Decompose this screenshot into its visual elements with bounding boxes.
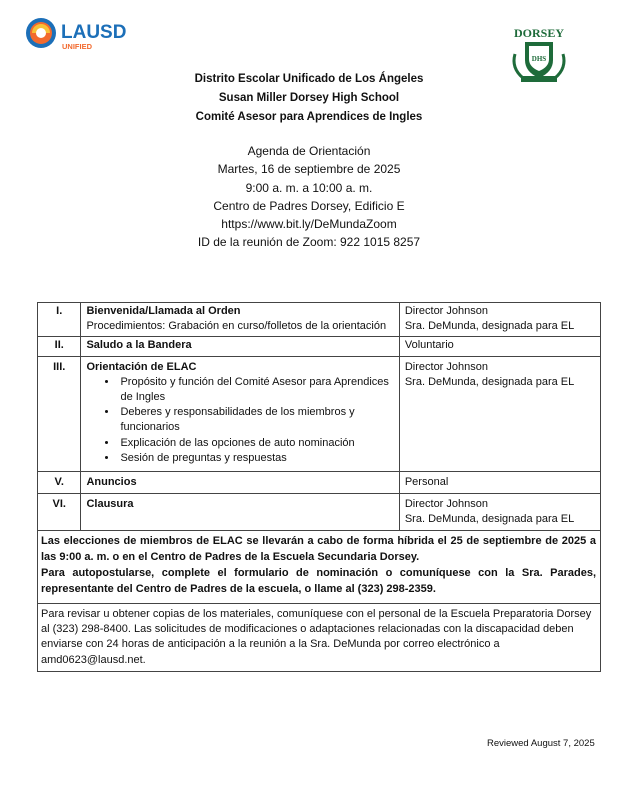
agenda-number: V. <box>38 472 81 494</box>
district-name: Distrito Escolar Unificado de Los Ángeles <box>194 73 424 85</box>
agenda-row <box>38 303 601 337</box>
elections-note-row <box>38 530 601 603</box>
agenda-bullet-list <box>86 375 393 466</box>
zoom-meeting-id: ID de la reunión de Zoom: 922 1015 8257 <box>197 235 421 250</box>
elections-note <box>38 530 601 603</box>
agenda-bullet: • Deberes y responsabilidades de los miembros y funcionarios <box>118 405 393 435</box>
materials-note <box>38 603 601 671</box>
lausd-logo <box>24 14 154 54</box>
document-header <box>0 70 618 127</box>
materials-note-row <box>38 603 601 671</box>
agenda-presenter <box>399 472 600 494</box>
agenda-presenter <box>399 494 600 530</box>
agenda-number: II. <box>38 337 81 356</box>
agenda-presenter <box>399 337 600 356</box>
presenter-name: Sra. DeMunda, designada para EL <box>404 375 575 388</box>
school-name: Susan Miller Dorsey High School <box>218 92 400 104</box>
presenter-name: Voluntario <box>404 339 454 352</box>
presenter-name: Director Johnson <box>404 498 488 511</box>
elections-note-text: Las elecciones de miembros de ELAC se llevarán a cabo de forma híbrida el 25 de septiembre de 2025 a las 9:00 a. m. o en el Centro de Padres de la Escuela Secundaria Dorsey. <box>41 534 596 563</box>
agenda-item <box>81 337 399 356</box>
agenda-row <box>38 356 601 471</box>
agenda-table <box>37 302 601 672</box>
agenda-item <box>81 494 399 530</box>
presenter-name: Sra. DeMunda, designada para EL <box>404 513 575 526</box>
agenda-item <box>81 472 399 494</box>
nomination-note-text: Para autopostularse, complete el formulario de nominación o comuníquese con la Sra. Parades, representante del Centro de Padres de la escuela, o llame al (323) 298-2359. <box>41 566 596 595</box>
dorsey-crest-monogram: DHS <box>531 55 547 63</box>
meeting-time: 9:00 a. m. a 10:00 a. m. <box>245 180 373 195</box>
lausd-logo-subtext: UNIFIED <box>62 42 92 51</box>
agenda-item-title: Bienvenida/Llamada al Orden <box>86 305 241 317</box>
agenda-bullet: • Sesión de preguntas y respuestas <box>118 451 393 466</box>
meeting-location: Centro de Padres Dorsey, Edificio E <box>213 198 405 213</box>
materials-note-text: Para revisar u obtener copias de los materiales, comuníquese con el personal de la Escuela Preparatoria Dorsey al (323) 298-8400. Las solicitudes de modificaciones o adaptaciones relacionadas con la discapacidad deben enviarse con 24 horas de anticipación a la reunión a la Sra. DeMunda por correo electrónico a amd0623@lausd.net. <box>41 607 592 666</box>
agenda-item-title: Orientación de ELAC <box>86 360 197 373</box>
agenda-item <box>81 303 399 337</box>
zoom-link[interactable]: https://www.bit.ly/DeMundaZoom <box>221 217 397 232</box>
agenda-title: Agenda de Orientación <box>247 144 371 158</box>
agenda-item-title: Saludo a la Bandera <box>86 339 192 352</box>
agenda-number: I. <box>38 303 81 337</box>
presenter-name: Sra. DeMunda, designada para EL <box>404 320 575 333</box>
agenda-bullet: • Explicación de las opciones de auto nominación <box>118 436 393 451</box>
agenda-item-title: Anuncios <box>86 476 137 489</box>
agenda-row <box>38 337 601 356</box>
presenter-name: Personal <box>404 476 449 489</box>
presenter-name: Director Johnson <box>404 305 488 317</box>
agenda-row <box>38 472 601 494</box>
committee-name: Comité Asesor para Aprendices de Ingles <box>195 111 423 123</box>
agenda-number: III. <box>38 356 81 471</box>
agenda-item-title: Clausura <box>86 498 134 511</box>
agenda-row <box>38 494 601 530</box>
lausd-logo-text: LAUSD <box>61 22 127 43</box>
presenter-name: Director Johnson <box>404 360 488 373</box>
agenda-number: VI. <box>38 494 81 530</box>
review-date: Reviewed August 7, 2025 <box>487 738 595 749</box>
agenda-bullet: • Propósito y función del Comité Asesor para Aprendices de Ingles <box>118 375 393 405</box>
agenda-item-detail: Procedimientos: Grabación en curso/folletos de la orientación <box>86 320 387 333</box>
agenda-item <box>81 356 399 471</box>
agenda-presenter <box>399 303 600 337</box>
meeting-info <box>0 142 618 252</box>
meeting-date: Martes, 16 de septiembre de 2025 <box>217 162 401 177</box>
dorsey-crest-text: DORSEY <box>513 26 565 40</box>
agenda-presenter <box>399 356 600 471</box>
